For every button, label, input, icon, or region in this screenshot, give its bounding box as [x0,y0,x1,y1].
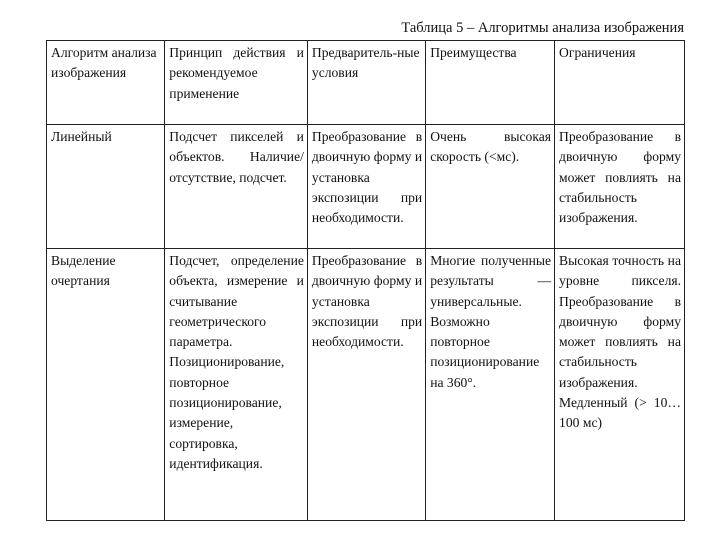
header-principle: Принцип действия и рекомендуемое применение [165,41,308,125]
row2-algorithm: Выделение очертания [47,249,165,521]
row1-preconditions: Преобразование в двоичную форму и установка экспозиции при необходимости. [307,125,425,249]
table-row [47,125,685,249]
header-preconditions: Предваритель-ные условия [307,41,425,125]
table-row [47,249,685,521]
row1-advantages: Очень высокая скорость (<мс). [426,125,555,249]
header-algorithm: Алгоритм анализа изображения [47,41,165,125]
row2-limitations: Высокая точность на уровне пикселя. Преобразование в двоичную форму может повлиять на стабильность изображения. Медленный (> 10…100 мс) [555,249,685,521]
algorithms-table [46,40,685,521]
header-row [47,41,685,125]
header-limitations: Ограничения [555,41,685,125]
header-advantages: Преимущества [426,41,555,125]
row1-limitations: Преобразование в двоичную форму может повлиять на стабильность изображения. [555,125,685,249]
row2-advantages: Многие полученные результаты — универсальные. Возможно повторное позиционирование на 360°. [426,249,555,521]
row2-principle: Подсчет, определение объекта, измерение и считывание геометрического параметра. Позиционирование, повторное позиционирование, измерение, сортировка, идентификация. [165,249,308,521]
table-caption: Таблица 5 – Алгоритмы анализа изображения [401,20,684,36]
row2-preconditions: Преобразование в двоичную форму и установка экспозиции при необходимости. [307,249,425,521]
row1-algorithm: Линейный [47,125,165,249]
row1-principle: Подсчет пикселей и объектов. Наличие/отсутствие, подсчет. [165,125,308,249]
